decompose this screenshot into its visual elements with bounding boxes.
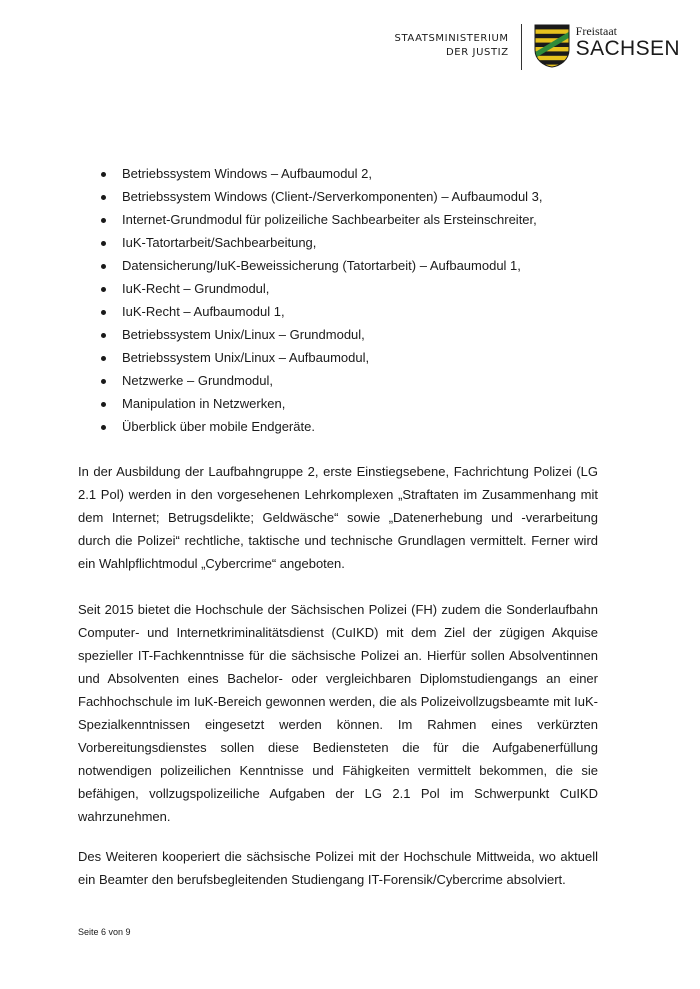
list-item-text: Betriebssystem Unix/Linux – Aufbaumodul, xyxy=(122,350,370,365)
saxony-coat-of-arms-icon xyxy=(534,24,570,68)
list-item xyxy=(100,323,620,346)
list-item xyxy=(100,277,620,300)
bullet-icon xyxy=(101,172,106,177)
bullet-icon xyxy=(101,310,106,315)
list-item xyxy=(100,415,620,438)
letterhead xyxy=(395,24,680,74)
list-item-text: Manipulation in Netzwerken, xyxy=(122,396,286,411)
paragraph-special-career: Seit 2015 bietet die Hochschule der Sächsischen Polizei (FH) zudem die Sonderlaufbahn Computer- und Internetkriminalitätsdienst (CuIKD) mit dem Ziel der zügigen Akquise spezieller IT-Fachkenntnisse für die sächsische Polizei an. Hierfür sollen Absolventinnen und Absolventen eines Bachelor- oder vergleichbaren Diplomstudiengangs an einer Fachhochschule im IuK-Bereich gewonnen werden, die als Polizeivollzugsbeamte mit IuK-Spezialkenntnissen eingesetzt werden können. Im Rahmen eines verkürzten Vorbereitungsdienstes sollen diese Bediensteten die für die Aufgabenerfüllung notwendigen polizeilichen Kenntnisse und Fähigkeiten vermittelt bekommen, die sie befähigen, vollzugspolizeiliche Aufgaben der LG 2.1 Pol im Schwerpunkt CuIKD wahrzunehmen. xyxy=(78,602,598,824)
list-item xyxy=(100,392,620,415)
state-label-big: SACHSEN xyxy=(575,37,680,60)
bullet-icon xyxy=(101,379,106,384)
bullet-icon xyxy=(101,425,106,430)
bullet-icon xyxy=(101,402,106,407)
bullet-icon xyxy=(101,218,106,223)
list-item xyxy=(100,185,620,208)
list-item-text: IuK-Recht – Aufbaumodul 1, xyxy=(122,304,285,319)
ministry-name xyxy=(395,32,509,60)
list-item xyxy=(100,369,620,392)
list-item-text: Betriebssystem Unix/Linux – Grundmodul, xyxy=(122,327,365,342)
bullet-icon xyxy=(101,264,106,269)
ministry-line-1: STAATSMINISTERIUM xyxy=(394,33,509,44)
list-item xyxy=(100,162,620,185)
state-name xyxy=(576,24,680,61)
state-label-small: Freistaat xyxy=(575,24,617,38)
list-item-text: IuK-Tatortarbeit/Sachbearbeitung, xyxy=(122,235,317,250)
page-number: Seite 6 von 9 xyxy=(78,927,131,937)
list-item xyxy=(100,231,620,254)
list-item-text: Netzwerke – Grundmodul, xyxy=(122,373,274,388)
bullet-icon xyxy=(101,195,106,200)
bullet-icon xyxy=(101,287,106,292)
bullet-icon xyxy=(101,356,106,361)
list-item xyxy=(100,346,620,369)
bullet-icon xyxy=(101,241,106,246)
header-divider xyxy=(521,24,522,70)
list-item-text: Internet-Grundmodul für polizeiliche Sachbearbeiter als Ersteinschreiter, xyxy=(122,212,537,227)
ministry-line-2: DER JUSTIZ xyxy=(446,47,509,58)
module-list xyxy=(100,162,620,438)
list-item-text: Datensicherung/IuK-Beweissicherung (Tatortarbeit) – Aufbaumodul 1, xyxy=(122,258,521,273)
paragraph-cooperation: Des Weiteren kooperiert die sächsische Polizei mit der Hochschule Mittweida, wo aktuell ein Beamter den berufsbegleitenden Studiengang IT-Forensik/Cybercrime absolviert. xyxy=(78,849,598,887)
list-item-text: Betriebssystem Windows (Client-/Serverkomponenten) – Aufbaumodul 3, xyxy=(122,189,543,204)
list-item-text: IuK-Recht – Grundmodul, xyxy=(122,281,270,296)
list-item-text: Überblick über mobile Endgeräte. xyxy=(122,419,315,434)
paragraph-training: In der Ausbildung der Laufbahngruppe 2, erste Einstiegsebene, Fachrichtung Polizei (LG 2.1 Pol) werden in den vorgesehenen Lehrkomplexen „Straftaten im Zusammenhang mit dem Internet; Betrugsdelikte; Geldwäsche“ sowie „Datenerhebung und -verarbeitung durch die Polizei“ rechtliche, taktische und technische Grundlagen vermittelt. Ferner wird ein Wahlpflichtmodul „Cybercrime“ angeboten. xyxy=(78,464,598,571)
list-item xyxy=(100,208,620,231)
list-item xyxy=(100,254,620,277)
list-item-text: Betriebssystem Windows – Aufbaumodul 2, xyxy=(122,166,373,181)
bullet-icon xyxy=(101,333,106,338)
list-item xyxy=(100,300,620,323)
